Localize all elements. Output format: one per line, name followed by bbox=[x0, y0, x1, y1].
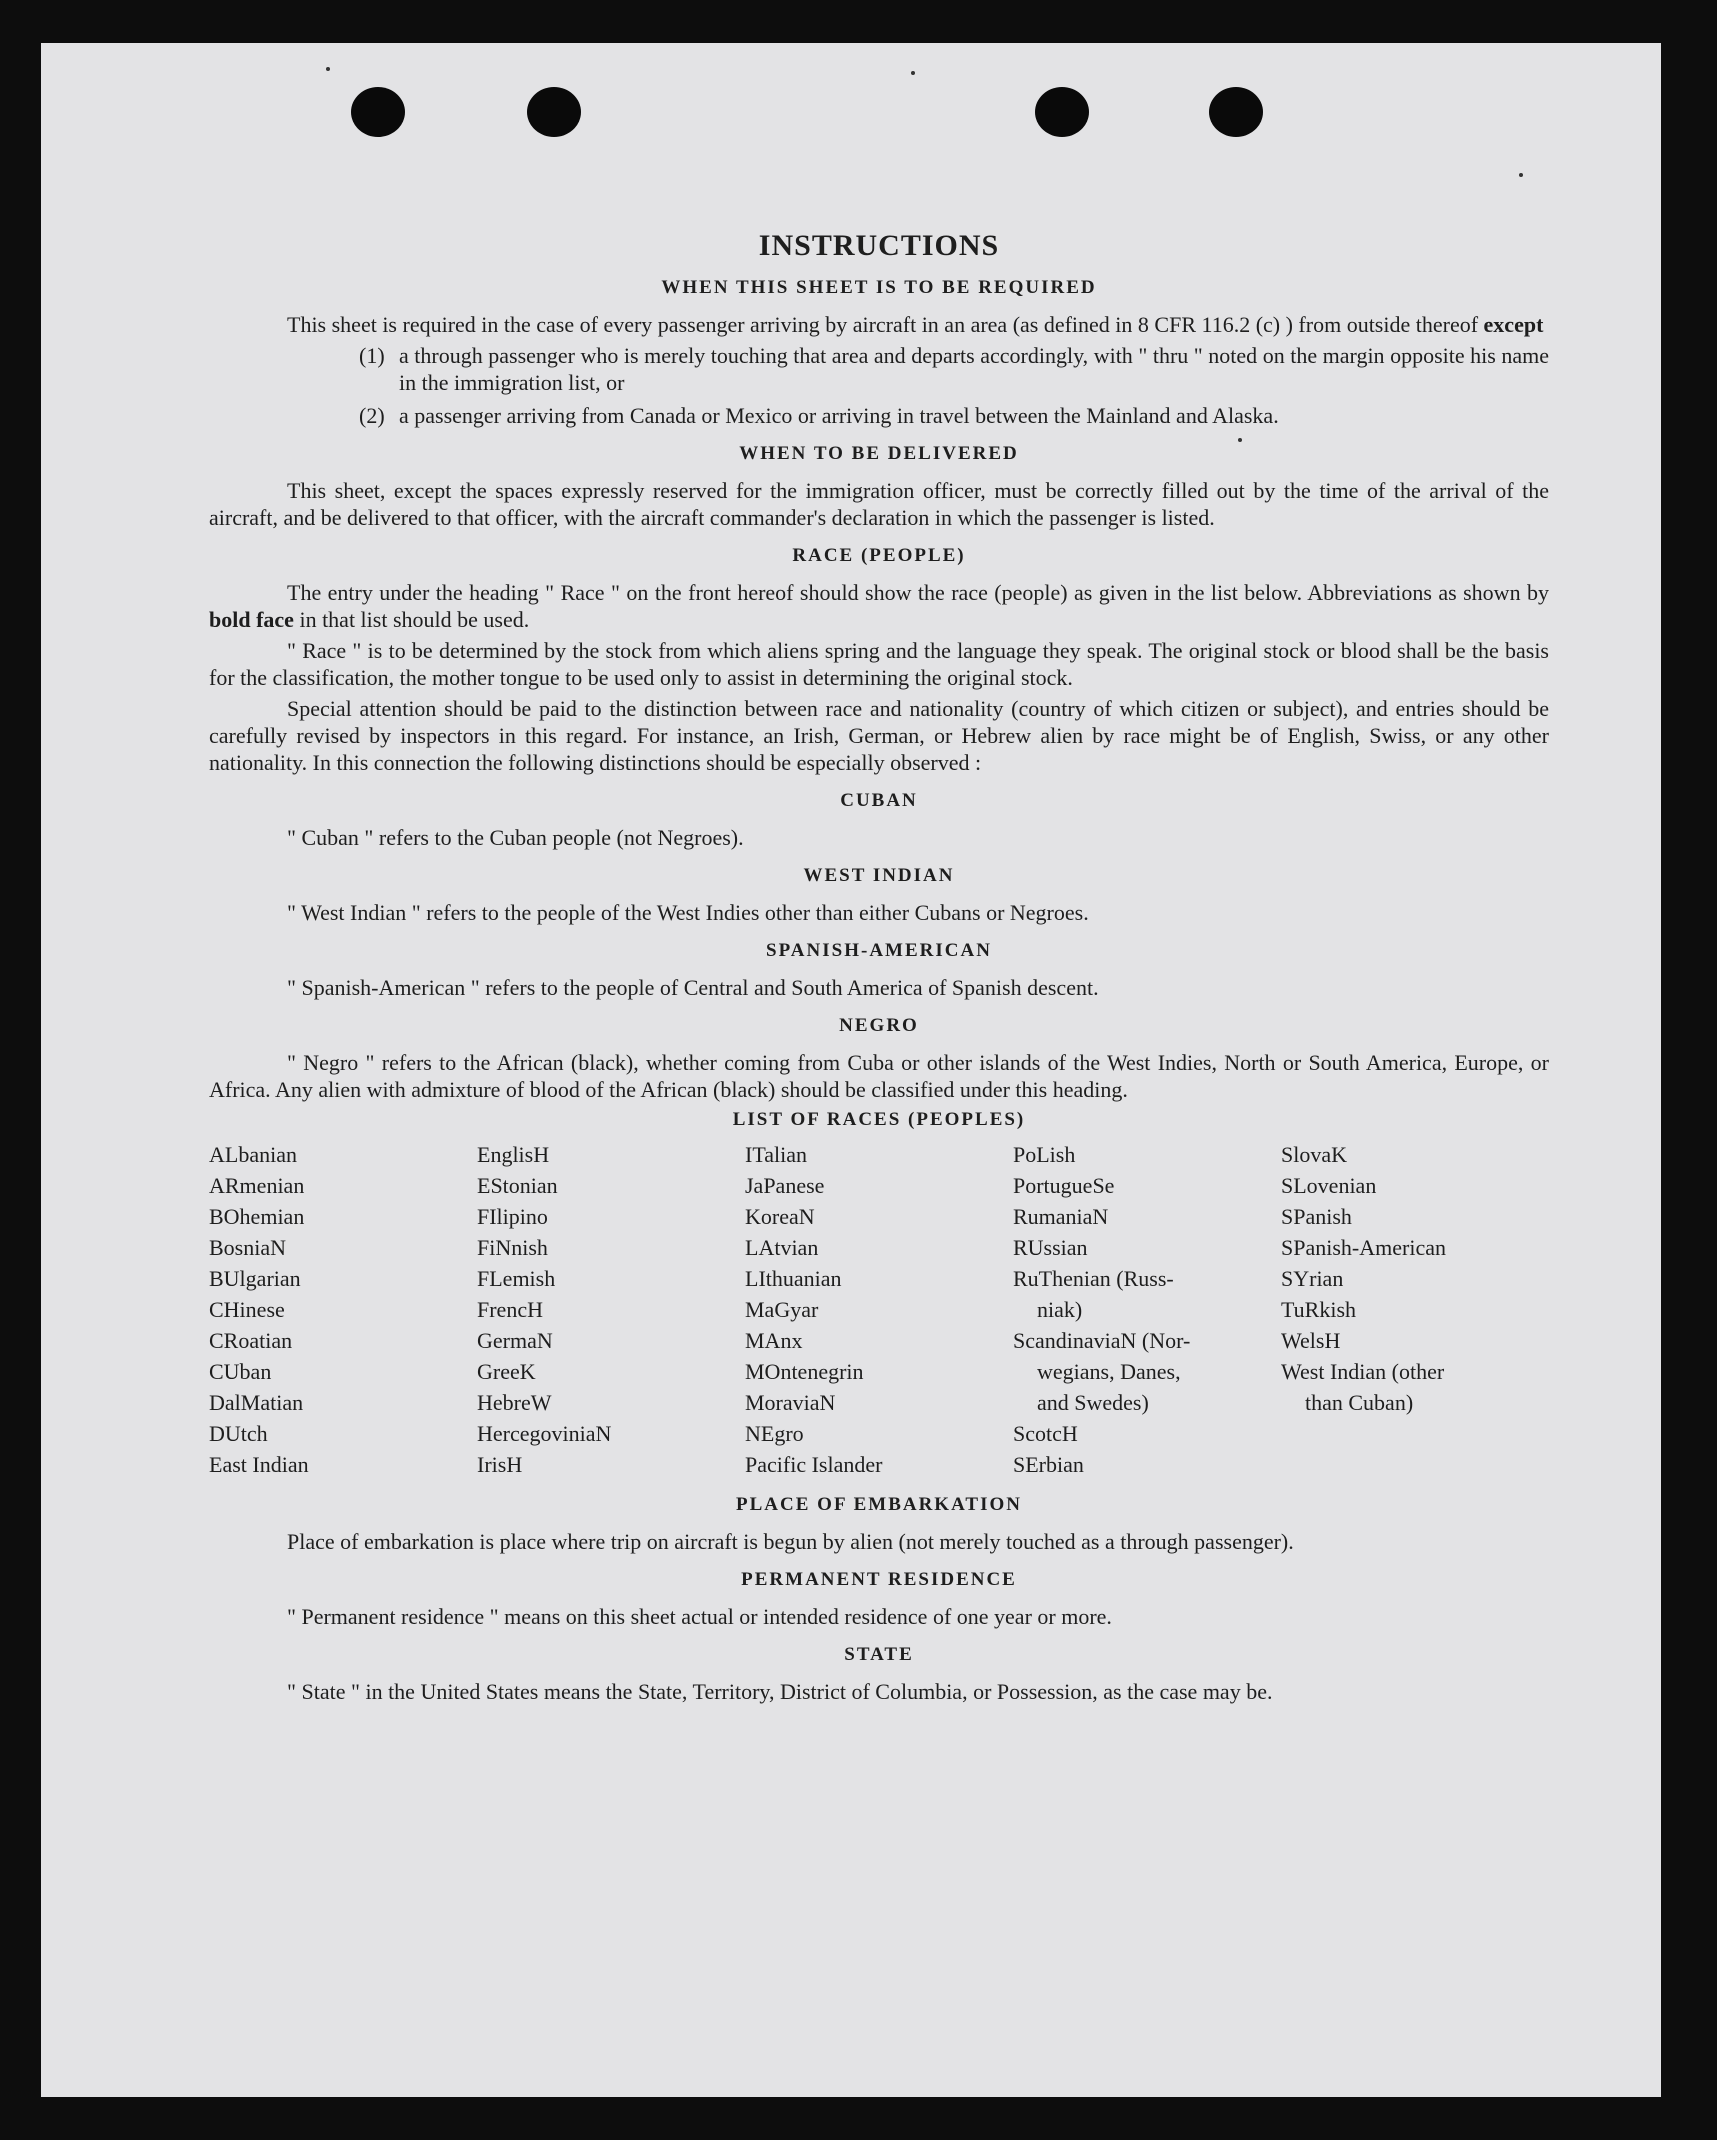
item-text: a passenger arriving from Canada or Mexico or arriving in travel between the Mainland and Alaska. bbox=[399, 403, 1279, 428]
race-entry: ARmenian bbox=[209, 1173, 305, 1198]
race-entry: PoLish bbox=[1013, 1142, 1076, 1167]
item-text: a through passenger who is merely touching that area and departs accordingly, with " thru " noted on the margin opposite his name in the immigration list, or bbox=[399, 343, 1549, 395]
page-title: INSTRUCTIONS bbox=[758, 229, 1000, 262]
race-entry: MOntenegrin bbox=[745, 1359, 864, 1384]
race-entry: HebreW bbox=[477, 1390, 552, 1415]
instructions-content bbox=[209, 183, 1549, 1705]
race-entry: TuRkish bbox=[1281, 1297, 1357, 1322]
document-page bbox=[41, 43, 1661, 2097]
negro-text: " Negro " refers to the African (black), whether coming from Cuba or other islands of the West Indies, North or South America, Europe, or Africa. Any alien with admixture of blood of the African (black) should be classified under this heading. bbox=[209, 1050, 1549, 1102]
race-entry: Pacific Islander bbox=[745, 1452, 883, 1477]
race-entry: MaGyar bbox=[745, 1297, 819, 1322]
race-entry: MAnx bbox=[745, 1328, 803, 1353]
race-entry: RUssian bbox=[1013, 1235, 1088, 1260]
punch-hole bbox=[1209, 87, 1263, 137]
spanish-american-text: " Spanish-American " refers to the people of Central and South America of Spanish descent. bbox=[287, 975, 1099, 1000]
race-entry: KoreaN bbox=[745, 1204, 815, 1229]
race-entry: NEgro bbox=[745, 1421, 804, 1446]
embarkation-heading: PLACE OF EMBARKATION bbox=[736, 1494, 1022, 1515]
race-entry: ScotcH bbox=[1013, 1421, 1078, 1446]
race-entry: EnglisH bbox=[477, 1142, 550, 1167]
dust-speck bbox=[911, 71, 915, 75]
races-column-1 bbox=[209, 1139, 477, 1480]
race-entry: FLemish bbox=[477, 1266, 556, 1291]
delivered-heading: WHEN TO BE DELIVERED bbox=[739, 443, 1019, 464]
race-entry: LAtvian bbox=[745, 1235, 819, 1260]
race-p1-text: The entry under the heading " Race " on the front hereof should show the race (people) as given in the list below. Abbreviations as shown by bbox=[287, 580, 1549, 605]
item-number: (2) bbox=[359, 403, 385, 428]
race-entry: WelsH bbox=[1281, 1328, 1341, 1353]
bold-face-phrase: bold face bbox=[209, 607, 294, 632]
spanish-american-heading: SPANISH-AMERICAN bbox=[766, 940, 992, 961]
negro-heading: NEGRO bbox=[839, 1015, 919, 1036]
required-intro-text: This sheet is required in the case of every passenger arriving by aircraft in an area (as defined in 8 CFR 116.2 (c) ) from outside thereof bbox=[287, 312, 1484, 337]
race-entry: CRoatian bbox=[209, 1328, 293, 1353]
exception-item bbox=[209, 342, 1549, 396]
race-entry: ALbanian bbox=[209, 1142, 297, 1167]
embarkation-text: Place of embarkation is place where trip on aircraft is begun by alien (not merely touched as a through passenger). bbox=[287, 1529, 1294, 1554]
west-indian-heading: WEST INDIAN bbox=[803, 865, 955, 886]
race-entry: SYrian bbox=[1281, 1266, 1344, 1291]
race-entry: West Indian (other bbox=[1281, 1359, 1445, 1384]
punch-hole bbox=[1035, 87, 1089, 137]
punch-hole bbox=[351, 87, 405, 137]
race-paragraph-2: " Race " is to be determined by the stock from which aliens spring and the language they speak. The original stock or blood shall be the basis for the classification, the mother tongue to be used only to assist in determining the original stock. bbox=[209, 638, 1549, 690]
race-entry: SErbian bbox=[1013, 1452, 1084, 1477]
race-entry: CUban bbox=[209, 1359, 272, 1384]
race-entry: FiNnish bbox=[477, 1235, 548, 1260]
required-intro bbox=[209, 311, 1549, 338]
race-heading: RACE (PEOPLE) bbox=[792, 545, 966, 566]
race-paragraph-3: Special attention should be paid to the distinction between race and nationality (country of which citizen or subject), and entries should be carefully revised by inspectors in this regard. For instance, an Irish, German, or Hebrew alien by race might be of English, Swiss, or any other nationality. In this connection the following distinctions should be especially observed : bbox=[209, 696, 1549, 775]
race-entry: JaPanese bbox=[745, 1173, 825, 1198]
race-entry: SPanish bbox=[1281, 1204, 1352, 1229]
race-entry: BosniaN bbox=[209, 1235, 286, 1260]
race-entry: ScandinaviaN (Nor- bbox=[1013, 1328, 1191, 1353]
race-entry: IrisH bbox=[477, 1452, 523, 1477]
race-entry: EStonian bbox=[477, 1173, 558, 1198]
exception-item bbox=[209, 402, 1549, 429]
races-column-3 bbox=[745, 1139, 1013, 1480]
race-entry: LIthuanian bbox=[745, 1266, 842, 1291]
race-entry: East Indian bbox=[209, 1452, 309, 1477]
delivered-paragraph: This sheet, except the spaces expressly reserved for the immigration officer, must be correctly filled out by the time of the arrival of the aircraft, and be delivered to that officer, with the aircraft commander's declaration in which the passenger is listed. bbox=[209, 478, 1549, 530]
item-number: (1) bbox=[359, 343, 385, 368]
race-paragraph-1 bbox=[209, 579, 1549, 633]
race-entry: HercegoviniaN bbox=[477, 1421, 612, 1446]
race-entry: DUtch bbox=[209, 1421, 268, 1446]
race-entry: FIlipino bbox=[477, 1204, 548, 1229]
except-keyword: except bbox=[1483, 312, 1544, 337]
race-entry: GermaN bbox=[477, 1328, 553, 1353]
race-entry-continued: and Swedes) bbox=[1037, 1390, 1149, 1415]
race-entry: BOhemian bbox=[209, 1204, 305, 1229]
cuban-heading: CUBAN bbox=[840, 790, 918, 811]
race-entry-continued: than Cuban) bbox=[1305, 1390, 1414, 1415]
dust-speck bbox=[1519, 173, 1523, 177]
races-heading: LIST OF RACES (PEOPLES) bbox=[732, 1109, 1026, 1130]
race-entry: DalMatian bbox=[209, 1390, 304, 1415]
race-entry: SLovenian bbox=[1281, 1173, 1377, 1198]
race-entry: SlovaK bbox=[1281, 1142, 1347, 1167]
races-column-2 bbox=[477, 1139, 745, 1480]
residence-heading: PERMANENT RESIDENCE bbox=[741, 1569, 1017, 1590]
race-entry: RumaniaN bbox=[1013, 1204, 1109, 1229]
race-entry: GreeK bbox=[477, 1359, 536, 1384]
race-entry: MoraviaN bbox=[745, 1390, 836, 1415]
punch-hole bbox=[527, 87, 581, 137]
race-entry: PortugueSe bbox=[1013, 1173, 1115, 1198]
race-p1-end: in that list should be used. bbox=[293, 607, 530, 632]
state-heading: STATE bbox=[844, 1644, 914, 1665]
cuban-text: " Cuban " refers to the Cuban people (not Negroes). bbox=[287, 825, 744, 850]
race-entry: BUlgarian bbox=[209, 1266, 301, 1291]
state-text: " State " in the United States means the State, Territory, District of Columbia, or Possession, as the case may be. bbox=[287, 1679, 1273, 1704]
race-entry: ITalian bbox=[745, 1142, 807, 1167]
races-list bbox=[209, 1139, 1549, 1480]
dust-speck bbox=[326, 67, 330, 71]
race-entry: SPanish-American bbox=[1281, 1235, 1446, 1260]
west-indian-text: " West Indian " refers to the people of the West Indies other than either Cubans or Negroes. bbox=[287, 900, 1089, 925]
race-entry: RuThenian (Russ- bbox=[1013, 1266, 1174, 1291]
residence-text: " Permanent residence " means on this sheet actual or intended residence of one year or more. bbox=[287, 1604, 1112, 1629]
race-entry-continued: wegians, Danes, bbox=[1037, 1359, 1181, 1384]
races-column-5 bbox=[1281, 1139, 1549, 1480]
races-column-4 bbox=[1013, 1139, 1281, 1480]
race-entry: CHinese bbox=[209, 1297, 285, 1322]
required-heading: WHEN THIS SHEET IS TO BE REQUIRED bbox=[661, 277, 1097, 298]
race-entry: FrencH bbox=[477, 1297, 543, 1322]
race-entry-continued: niak) bbox=[1037, 1297, 1083, 1322]
